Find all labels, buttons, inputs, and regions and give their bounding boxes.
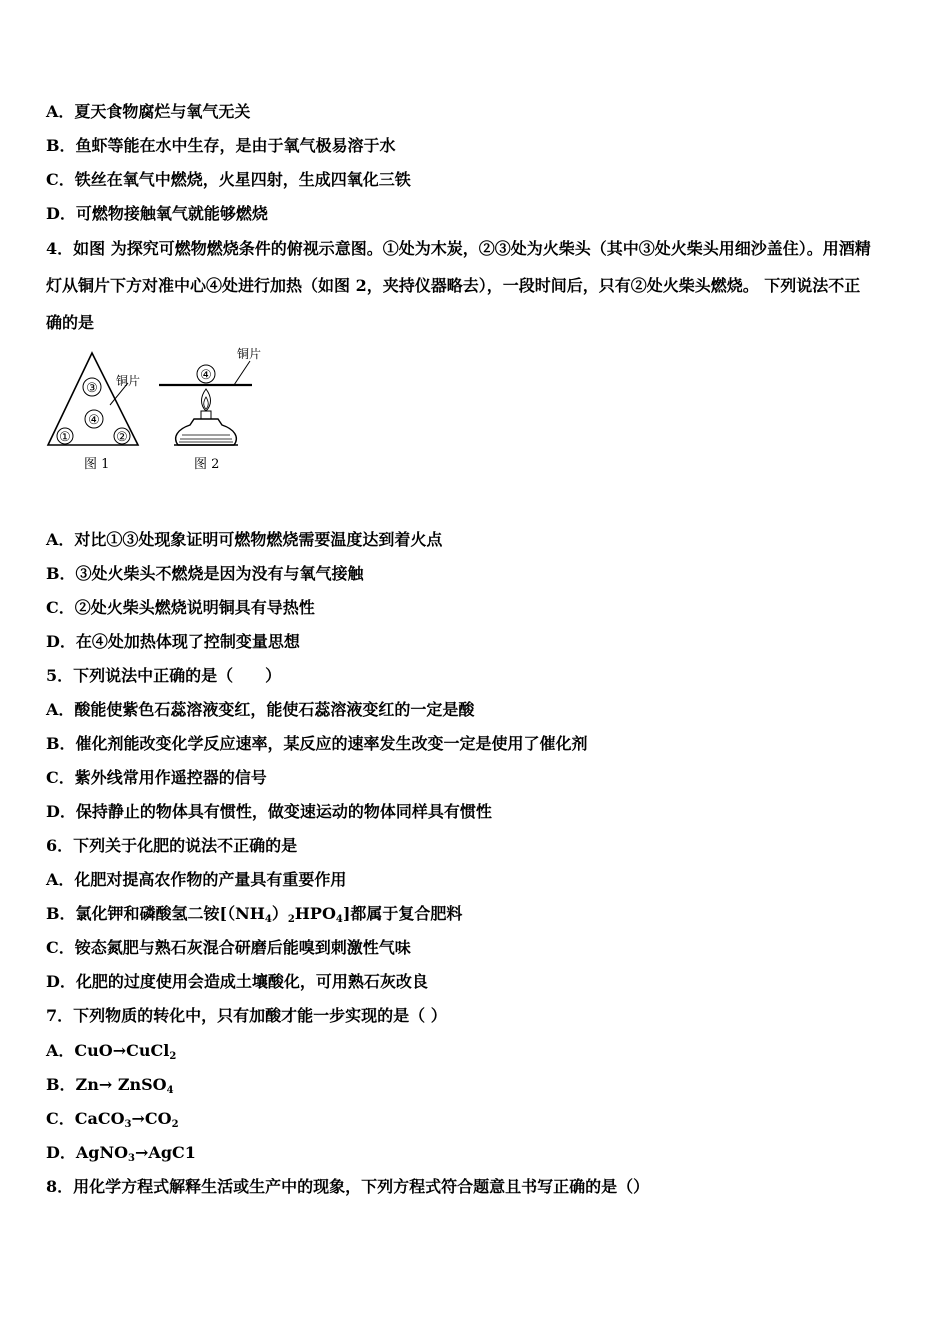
fig2-wick-holder — [201, 411, 211, 419]
q3-option-d: D．可燃物接触氧气就能够燃烧 — [46, 204, 268, 223]
fig1-mark-4: ④ — [88, 413, 100, 428]
q7-c-pre: C．CaCO — [46, 1109, 125, 1128]
q7-c-mid: →CO — [131, 1109, 172, 1128]
q7-stem: 7．下列物质的转化中，只有加酸才能一步实现的是（ ） — [46, 1006, 447, 1025]
q4-option-b: B．③处火柴头不燃烧是因为没有与氧气接触 — [46, 564, 364, 583]
fig2-leader-line — [234, 361, 250, 385]
fig1-mark-3: ③ — [86, 381, 98, 396]
q6-option-b — [46, 904, 462, 924]
fig2-flame-inner — [204, 397, 209, 409]
q3-option-c: C．铁丝在氧气中燃烧，火星四射，生成四氧化三铁 — [46, 170, 411, 189]
q4-option-c: C．②处火柴头燃烧说明铜具有导热性 — [46, 598, 315, 617]
fig1-mark-1: ① — [59, 430, 71, 445]
q5-stem: 5．下列说法中正确的是（ ） — [46, 666, 282, 685]
q7-c-sub1: 3 — [124, 1119, 132, 1130]
q6-b-pre: B．氯化钾和磷酸氢二铵[（NH — [46, 904, 265, 923]
q3-option-b: B．鱼虾等能在水中生存，是由于氧气极易溶于水 — [46, 136, 396, 155]
q4-option-d: D．在④处加热体现了控制变量思想 — [46, 632, 300, 651]
q4-option-a: A．对比①③处现象证明可燃物燃烧需要温度达到着火点 — [46, 530, 443, 549]
q6-stem: 6．下列关于化肥的说法不正确的是 — [46, 836, 298, 855]
q6-option-d: D．化肥的过度使用会造成土壤酸化，可用熟石灰改良 — [46, 972, 428, 991]
q6-b-sub3: 4 — [335, 914, 343, 925]
q4-figure — [44, 345, 274, 480]
q6-b-mid2: HPO — [294, 904, 336, 923]
q5-option-a: A．酸能使紫色石蕊溶液变红，能使石蕊溶液变红的一定是酸 — [46, 700, 475, 719]
q6-b-post: ]都属于复合肥料 — [342, 904, 463, 923]
q7-option-b — [46, 1075, 174, 1095]
q7-option-d — [46, 1143, 196, 1163]
fig1-mark-2: ② — [116, 430, 128, 445]
q7-option-c — [46, 1109, 179, 1129]
q7-option-a — [46, 1041, 176, 1061]
q8-stem: 8．用化学方程式解释生活或生产中的现象，下列方程式符合题意且书写正确的是（） — [46, 1177, 650, 1196]
fig2-flame — [202, 389, 211, 411]
q6-b-sub1: 4 — [264, 914, 272, 925]
q7-b-sub: 4 — [166, 1085, 174, 1096]
q6-option-a: A．化肥对提高农作物的产量具有重要作用 — [46, 870, 347, 889]
q6-b-mid: ） — [271, 904, 288, 923]
q7-a-sub: 2 — [169, 1051, 177, 1062]
q7-b-pre: B．Zn→ ZnSO — [46, 1075, 167, 1094]
q5-option-b: B．催化剂能改变化学反应速率，某反应的速率发生改变一定是使用了催化剂 — [46, 734, 588, 753]
q4-stem-line3: 确的是 — [46, 313, 95, 332]
fig2-lamp-liquid — [179, 435, 233, 442]
q7-d-post: →AgC1 — [135, 1143, 196, 1162]
fig2-copper-label: 铜片 — [237, 347, 262, 361]
q3-option-a: A．夏天食物腐烂与氧气无关 — [46, 102, 251, 121]
q7-d-pre: D．AgNO — [46, 1143, 129, 1162]
q4-figure-svg — [44, 345, 274, 480]
fig1-copper-label: 铜片 — [116, 374, 141, 388]
q5-option-c: C．紫外线常用作遥控器的信号 — [46, 768, 267, 787]
q7-d-sub: 3 — [128, 1153, 136, 1164]
fig1-caption: 图 1 — [84, 457, 110, 472]
q7-a-pre: A．CuO→CuCl — [46, 1041, 170, 1060]
q6-b-sub2: 2 — [287, 914, 295, 925]
fig2-caption: 图 2 — [194, 457, 220, 472]
q6-option-c: C．铵态氮肥与熟石灰混合研磨后能嗅到刺激性气味 — [46, 938, 411, 957]
q7-c-sub2: 2 — [171, 1119, 179, 1130]
q4-stem-line2: 灯从铜片下方对准中心④处进行加热（如图 2，夹持仪器略去），一段时间后，只有②处火柴头燃烧。 下列说法不正 — [46, 276, 861, 295]
fig2-mark-4: ④ — [200, 368, 212, 383]
q4-stem-line1: 4．如图 为探究可燃物燃烧条件的俯视示意图。①处为木炭，②③处为火柴头（其中③处火柴头用细沙盖住）。用酒精 — [46, 239, 871, 258]
q5-option-d: D．保持静止的物体具有惯性，做变速运动的物体同样具有惯性 — [46, 802, 492, 821]
fig2-lamp-body — [176, 419, 237, 445]
